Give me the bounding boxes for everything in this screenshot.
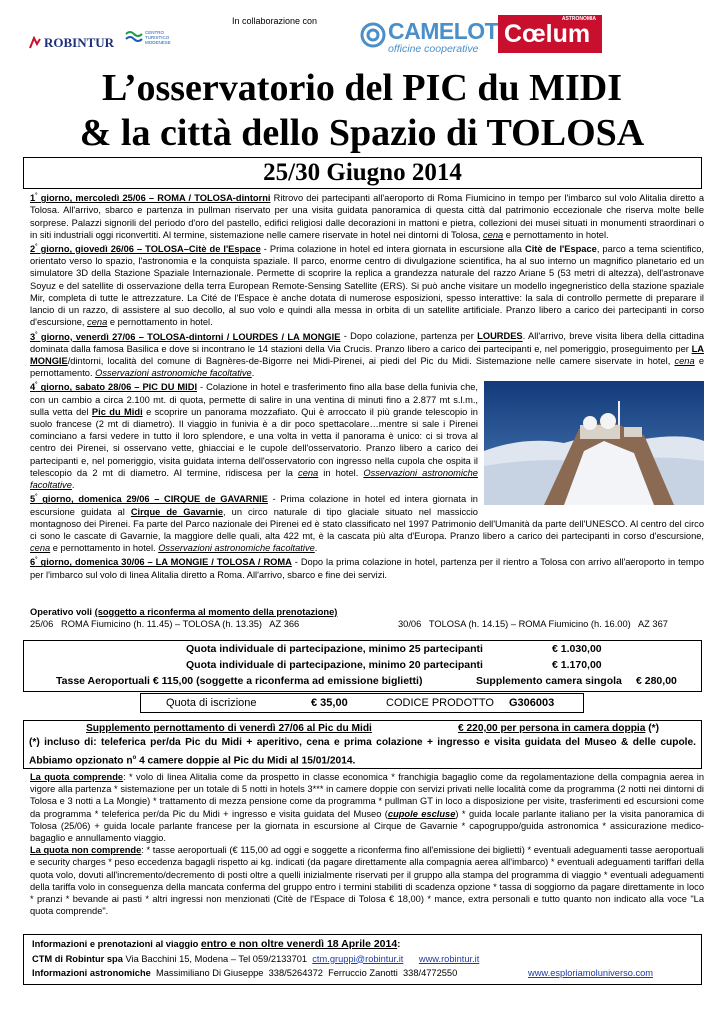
price-single-value: € 280,00 — [636, 675, 677, 687]
collab-label: In collaborazione con — [232, 16, 318, 26]
date-box — [23, 157, 702, 189]
supplement-value: € 220,00 per persona in camera doppia — [458, 723, 646, 734]
day-4-sup: ° — [35, 382, 38, 389]
day-1-heading: giorno, mercoledì 25/06 – ROMA / TOLOSA-dintorni — [37, 193, 271, 204]
day-3-num: 3 — [30, 331, 36, 342]
supplement-box — [23, 720, 702, 769]
day-2-tail: e pernottamento in hotel. — [107, 317, 213, 328]
day-3 — [30, 328, 704, 379]
day-4-pic: Pic du Midi — [91, 406, 143, 417]
day-5-cirque: Cirque de Gavarnie — [130, 506, 224, 517]
centro-line-2: TURISTICO — [145, 35, 170, 40]
day-3-body-3: /dintorni, località del comune di Bagnères-de-Bigorre nei Midi-Pirenei, ai piedi del Pic du Midi. Sistemazione nelle camere siservate in hotel, — [67, 355, 675, 366]
astro-site-link[interactable]: www.esploriamoluniverso.com — [528, 968, 654, 978]
robintur-wordmark: ROBINTUR — [44, 35, 115, 50]
day-3-lourdes: LOURDES — [477, 331, 523, 342]
contacts-heading — [32, 937, 693, 952]
day-3-body-1: - Dopo colazione, partenza per — [340, 331, 478, 342]
pic-du-midi-photo — [484, 381, 704, 505]
day-5-heading: giorno, domenica 29/06 – CIRQUE de GAVARNIE — [37, 494, 268, 505]
info-deadline: entro e non oltre venerdì 18 Aprile 2014 — [200, 938, 398, 950]
day-4-obs: Osservazioni astronomiche facoltative — [30, 467, 478, 491]
day-4-cena: cena — [298, 467, 319, 478]
day-1-num: 1 — [30, 193, 36, 204]
header — [0, 0, 724, 70]
ctm-address: Via Bacchini 15, Modena – Tel 059/2133701 — [122, 953, 313, 964]
flights — [30, 606, 704, 631]
day-2-body-1: - Prima colazione in hotel ed intera giornata in escursione alla — [260, 244, 525, 254]
day-4-body-2: e scoprire un panorama mozzafiato. Qui è arroccato il più grande telescopio in suolo francese (2 mt di diametro). Il viaggio in funivia è a dir poco spettacolare…mentre si sale i Pirenei cominciano a farsi vedere in tutto il loro splendore, e una volta in vetta il panorama è unico: ci si trova al centro dei Pirenei, si osservano vette, ghiacciai e le cupole dell'osservatorio. Pranzo libero a carico dei partecipanti e, nel pomeriggio, visita guidata interna dell'osservatorio con ingresso nella cupola che ospita il telescopio da 2 mt di diametro. Al termine, ridiscesa per la — [30, 406, 478, 478]
centro-line-3: MODENESE — [145, 40, 171, 45]
quota-comprende — [30, 771, 704, 844]
flights-label: Operativo voli — [30, 607, 92, 617]
excluded-label: La quota non comprende — [30, 845, 142, 856]
day-2-heading: giorno, giovedì 26/06 – TOLOSA–Citè de l'Espace — [37, 244, 261, 254]
camelot-subtitle: officine cooperative — [388, 43, 479, 55]
price-single-label: Supplemento camera singola — [476, 675, 622, 687]
itinerary — [30, 190, 704, 581]
day-4-body-1: - Colazione in hotel e trasferimento fino alla base della funivia che, con un cambio a circa 2.100 mt. di quota, permette di salire in una ventina di minuti fino a 2.877 mt s.l.m., sulla vetta del — [30, 382, 478, 417]
coelum-logo — [498, 15, 602, 53]
camelot-logo — [360, 18, 499, 58]
iscrizione-value: € 35,00 — [311, 697, 348, 709]
included-label: La quota comprende — [30, 772, 124, 782]
day-6 — [30, 554, 704, 581]
day-1-tail: e pernottamento in hotel. — [503, 229, 609, 240]
supplement-note-1: (*) incluso di: teleferica per/da Pic du Midi + aperitivo, cena e prima colazione + ingresso e visita guidata del Museo & delle cupole. Abbiamo opzionato n — [29, 737, 696, 766]
day-6-heading: giorno, domenica 30/06 – LA MONGIE / TOLOSA / ROMA — [37, 557, 292, 568]
supplement-label: Supplemento pernottamento di venerdì 27/06 al Pic du Midi — [86, 723, 372, 734]
centro-turistico-logo — [125, 28, 185, 54]
product-code-label: CODICE PRODOTTO — [386, 697, 494, 709]
info-label: Informazioni e prenotazioni al viaggio — [32, 939, 201, 949]
robintur-mark-icon — [28, 36, 42, 50]
ctm-line — [32, 952, 693, 967]
day-1-sup: ° — [35, 193, 38, 199]
centro-line-1: CENTRO — [145, 30, 164, 35]
day-5-cena: cena — [30, 543, 51, 554]
day-3-body-2: . All'arrivo, breve visita libera della cittadina dominata dalla famosa Basilica e dove si incontrano le 14 stazioni della Via Crucis. Pranzo libero a carico dei partecipanti e, nel pomeriggio, proseguimento per — [30, 331, 704, 354]
supplement-note-sup: o — [132, 754, 137, 761]
day-2 — [30, 241, 704, 329]
price-q20-value: € 1.170,00 — [552, 659, 602, 671]
camelot-spiral-icon — [360, 22, 386, 48]
day-6-body: - Dopo la prima colazione in hotel, partenza per il rientro a Tolosa con arrivo all'aeroporto in tempo per l'imbarco sul volo di linea Alitalia diretto a Roma. All'arrivo, sbarco e fine dei servizi. — [30, 557, 704, 580]
day-4-body-3: in hotel. — [318, 467, 364, 478]
day-2-num: 2 — [30, 244, 36, 254]
title-line-1: L’osservatorio del PIC du MIDI — [101, 67, 623, 109]
day-6-sup: ° — [35, 557, 38, 564]
day-5-body-2: , un circo naturale di tipo glaciale situato nel massiccio montagnoso dei Pirenei. Fa parte del Parco nazionale dei Pirenei ed è stato classificato nel 1997 Patrimonio dell'Umanità da parte dell'UNESCO. Al centro del circo ci sono le cascate di Gavarnie, la maggiore delle quali, alta 422 mt, è la cascata più alta d'Europa. Pranzo libero a carico dei partecipanti in corso d'escursione, — [30, 506, 704, 541]
ctm-site-link[interactable]: www.robintur.it — [418, 953, 480, 964]
flights-note: (soggetto a riconferma al momento della prenotazione) — [94, 607, 338, 617]
included-text-1: : * volo di linea Alitalia come da prospetto in classe economica * franchigia bagaglio come da regolamentazione della compagnia aerea in vigore alla partenza * sistemazione per un totale di 5 notti in hotels 3*** in camere doppie con servizi privati nelle località come da programma (2 notti nei dintorni di Tolosa e 3 notti a La Mongie) * trattamento di mezza pensione come da programma * pullman GT in loco a disposizione per visite, trasferimenti ed escursioni come da programma * teleferica per/da Pic du Midi + ingresso e visita guidata del Museo ( — [30, 772, 704, 819]
quota-non-comprende — [30, 844, 704, 917]
excluded-text: : * tasse aeroportuali (€ 115,00 ad oggi e soggette a riconferma fino all'emissione dei biglietti) * eventuali adeguamenti tasse aeroportuali e security charges * peso eccedenza bagagli rispetto ai kg. indicati (da pagare direttamente alla compagnia aerea all'imbarco) * eventuali adeguamenti tariffari della quota volo, dovuti all'incremento/decremento di posti oltre a quelli inizialmente riservati per il gruppo alla stampa del programma di viaggio * eventuali adeguamenti della tariffa volo in conseguenza della mancata conferma del gruppo entro i termini stabiliti di scadenza opzione * tassa di soggiorno da pagare direttamente in loco * pranzi * bevande ai pasti * altri ingressi non menzionati (Citè de l'Espace di Tolosa € 18,00) * mance, extra personali e tutto quanto non indicato alla voce "La quota comprende". — [30, 845, 704, 917]
day-1-body: Ritrovo dei partecipanti all'aeroporto di Roma Fiumicino in tempo per l'imbarco sul volo Alitalia diretto a Tolosa. All'arrivo, sbarco e partenza in pullman riservato per una visita guidata panoramica di questa città dal patrimonio eccezionale che riserva molte belle sorprese. Palazzi signorili del periodo d'oro del pastello, edifici religiosi dalle decorazioni in mattoni e pietra, collezioni dei musei situati in monumenti straordinari o in siti industriali oggi riconvertiti. Al termine, sistemazione nelle camere riservate in hotel nei dintorni di Tolosa, — [30, 193, 704, 240]
price-q25-label: Quota individuale di partecipazione, minimo 25 partecipanti — [186, 643, 483, 655]
day-4-heading: giorno, sabato 28/06 – PIC DU MIDI — [37, 382, 198, 393]
astro-line — [32, 966, 693, 981]
astro-people: Massimiliano Di Giuseppe 338/5264372 Ferruccio Zanotti 338/4772550 — [150, 968, 458, 978]
quota-details — [30, 771, 704, 917]
day-2-body-2: , parco a tema scientifico, orientato verso lo spazio, l'astronomia e la conquista spaziale. Il parco, enorme centro di divulgazione scientifica, ha al suo interno un magnifico planetario ed un simulatore 3D della Stazione Spaziale Internazionale. Permette di scoprire la replica a grandezza naturale del razzo Ariane 5 (53 metri di altezza), dell'astronave Soyuz e del satellite di osservazione della terra European Remote-Sensing Satellite (ERS). Si può anche visitare un modello ingegneristico della stazione spaziale Mir, completa di tutte le attrezzature. La Cité de l'Espace è anche dotata di numerose esposizioni, spesso interattive: la sala di controllo permette di preparare il lancio di un razzo, di assistere al suo decollo, al suo volo e quindi alla messa in orbita di un satellite artificiale. Pranzo libero a carico dei partecipanti in corso d'escursione, — [30, 244, 704, 328]
day-4-end: . — [71, 480, 75, 491]
price-q25-value: € 1.030,00 — [552, 643, 602, 655]
iscrizione-label: Quota di iscrizione — [166, 697, 257, 709]
flight-return: 30/06 TOLOSA (h. 14.15) – ROMA Fiumicino (h. 16.00) AZ 367 — [398, 619, 668, 630]
included-cupole: cupole escluse — [387, 808, 456, 819]
day-5-body-1: - Prima colazione in hotel ed intera giornata in escursione guidata al — [30, 494, 478, 517]
price-tax-label: Tasse Aeroportuali € 115,00 (soggette a riconferma ad emissione biglietti) — [56, 675, 423, 687]
contacts-box — [23, 934, 702, 985]
ctm-label: CTM di Robintur spa — [32, 953, 123, 964]
waves-icon — [125, 30, 143, 44]
coelum-tag: ASTRONOMIA — [561, 16, 596, 22]
day-5-sup: ° — [35, 494, 38, 501]
day-2-cite: Citè de l'Espace — [524, 244, 597, 254]
flights-heading — [30, 606, 704, 618]
coelum-wordmark: Cœlum — [504, 20, 591, 48]
day-3-heading: giorno, venerdì 27/06 – TOLOSA-dintorni / LOURDES / LA MONGIE — [37, 331, 341, 342]
title-line-2: & la città dello Spazio di TOLOSA — [79, 112, 645, 154]
observatory-image — [484, 381, 704, 505]
day-3-sup: ° — [35, 331, 38, 338]
page-title — [0, 66, 724, 156]
day-6-num: 6 — [30, 557, 36, 568]
day-3-end: . — [251, 368, 255, 379]
supplement-note-2: 4 camere doppie al Pic du Midi al 15/01/2014. — [136, 754, 356, 766]
day-3-body-4: e pernottamento. — [30, 355, 704, 379]
day-4-num: 4 — [30, 382, 36, 393]
product-code-value: G306003 — [509, 697, 555, 709]
day-1-cena: cena — [483, 229, 504, 240]
price-q20-label: Quota individuale di partecipazione, minimo 20 partecipanti — [186, 659, 483, 671]
camelot-wordmark: CAMELOT — [388, 18, 499, 44]
day-1 — [30, 190, 704, 241]
day-5-body-3: e pernottamento in hotel. — [50, 543, 159, 554]
day-3-obs: Osservazioni astronomiche facoltative — [95, 368, 252, 379]
iscrizione-box — [140, 693, 584, 713]
supplement-note — [24, 736, 701, 768]
day-5-obs: Osservazioni astronomiche facoltative — [158, 543, 315, 554]
day-5-num: 5 — [30, 494, 36, 505]
day-2-sup: ° — [35, 243, 38, 250]
flight-outbound: 25/06 ROMA Fiumicino (h. 11.45) – TOLOSA (h. 13.35) AZ 366 — [30, 619, 300, 630]
day-2-cena: cena — [87, 317, 108, 328]
ctm-email-link[interactable]: ctm.gruppi@robintur.it — [312, 953, 404, 964]
supplement-suffix: (*) — [645, 723, 660, 734]
day-5-end: . — [314, 543, 318, 554]
robintur-logo — [28, 35, 118, 51]
day-3-cena: cena — [674, 355, 695, 366]
included-text-2: ) * guida locale parlante italiano per la visita panoramica di Tolosa (25/06) + guida locale parlante francese per la giornata in escursione al Cirque de Gavarnie * capogruppo/guida astronomica * assicurazione medico-bagaglio e annullamento viaggio. — [30, 808, 705, 844]
day-3-mongie: LA MONGIE — [30, 343, 704, 366]
trip-dates: 25/30 Giugno 2014 — [263, 159, 462, 186]
astro-label: Informazioni astronomiche — [32, 968, 151, 978]
price-box — [23, 640, 702, 692]
info-colon: : — [397, 939, 401, 949]
